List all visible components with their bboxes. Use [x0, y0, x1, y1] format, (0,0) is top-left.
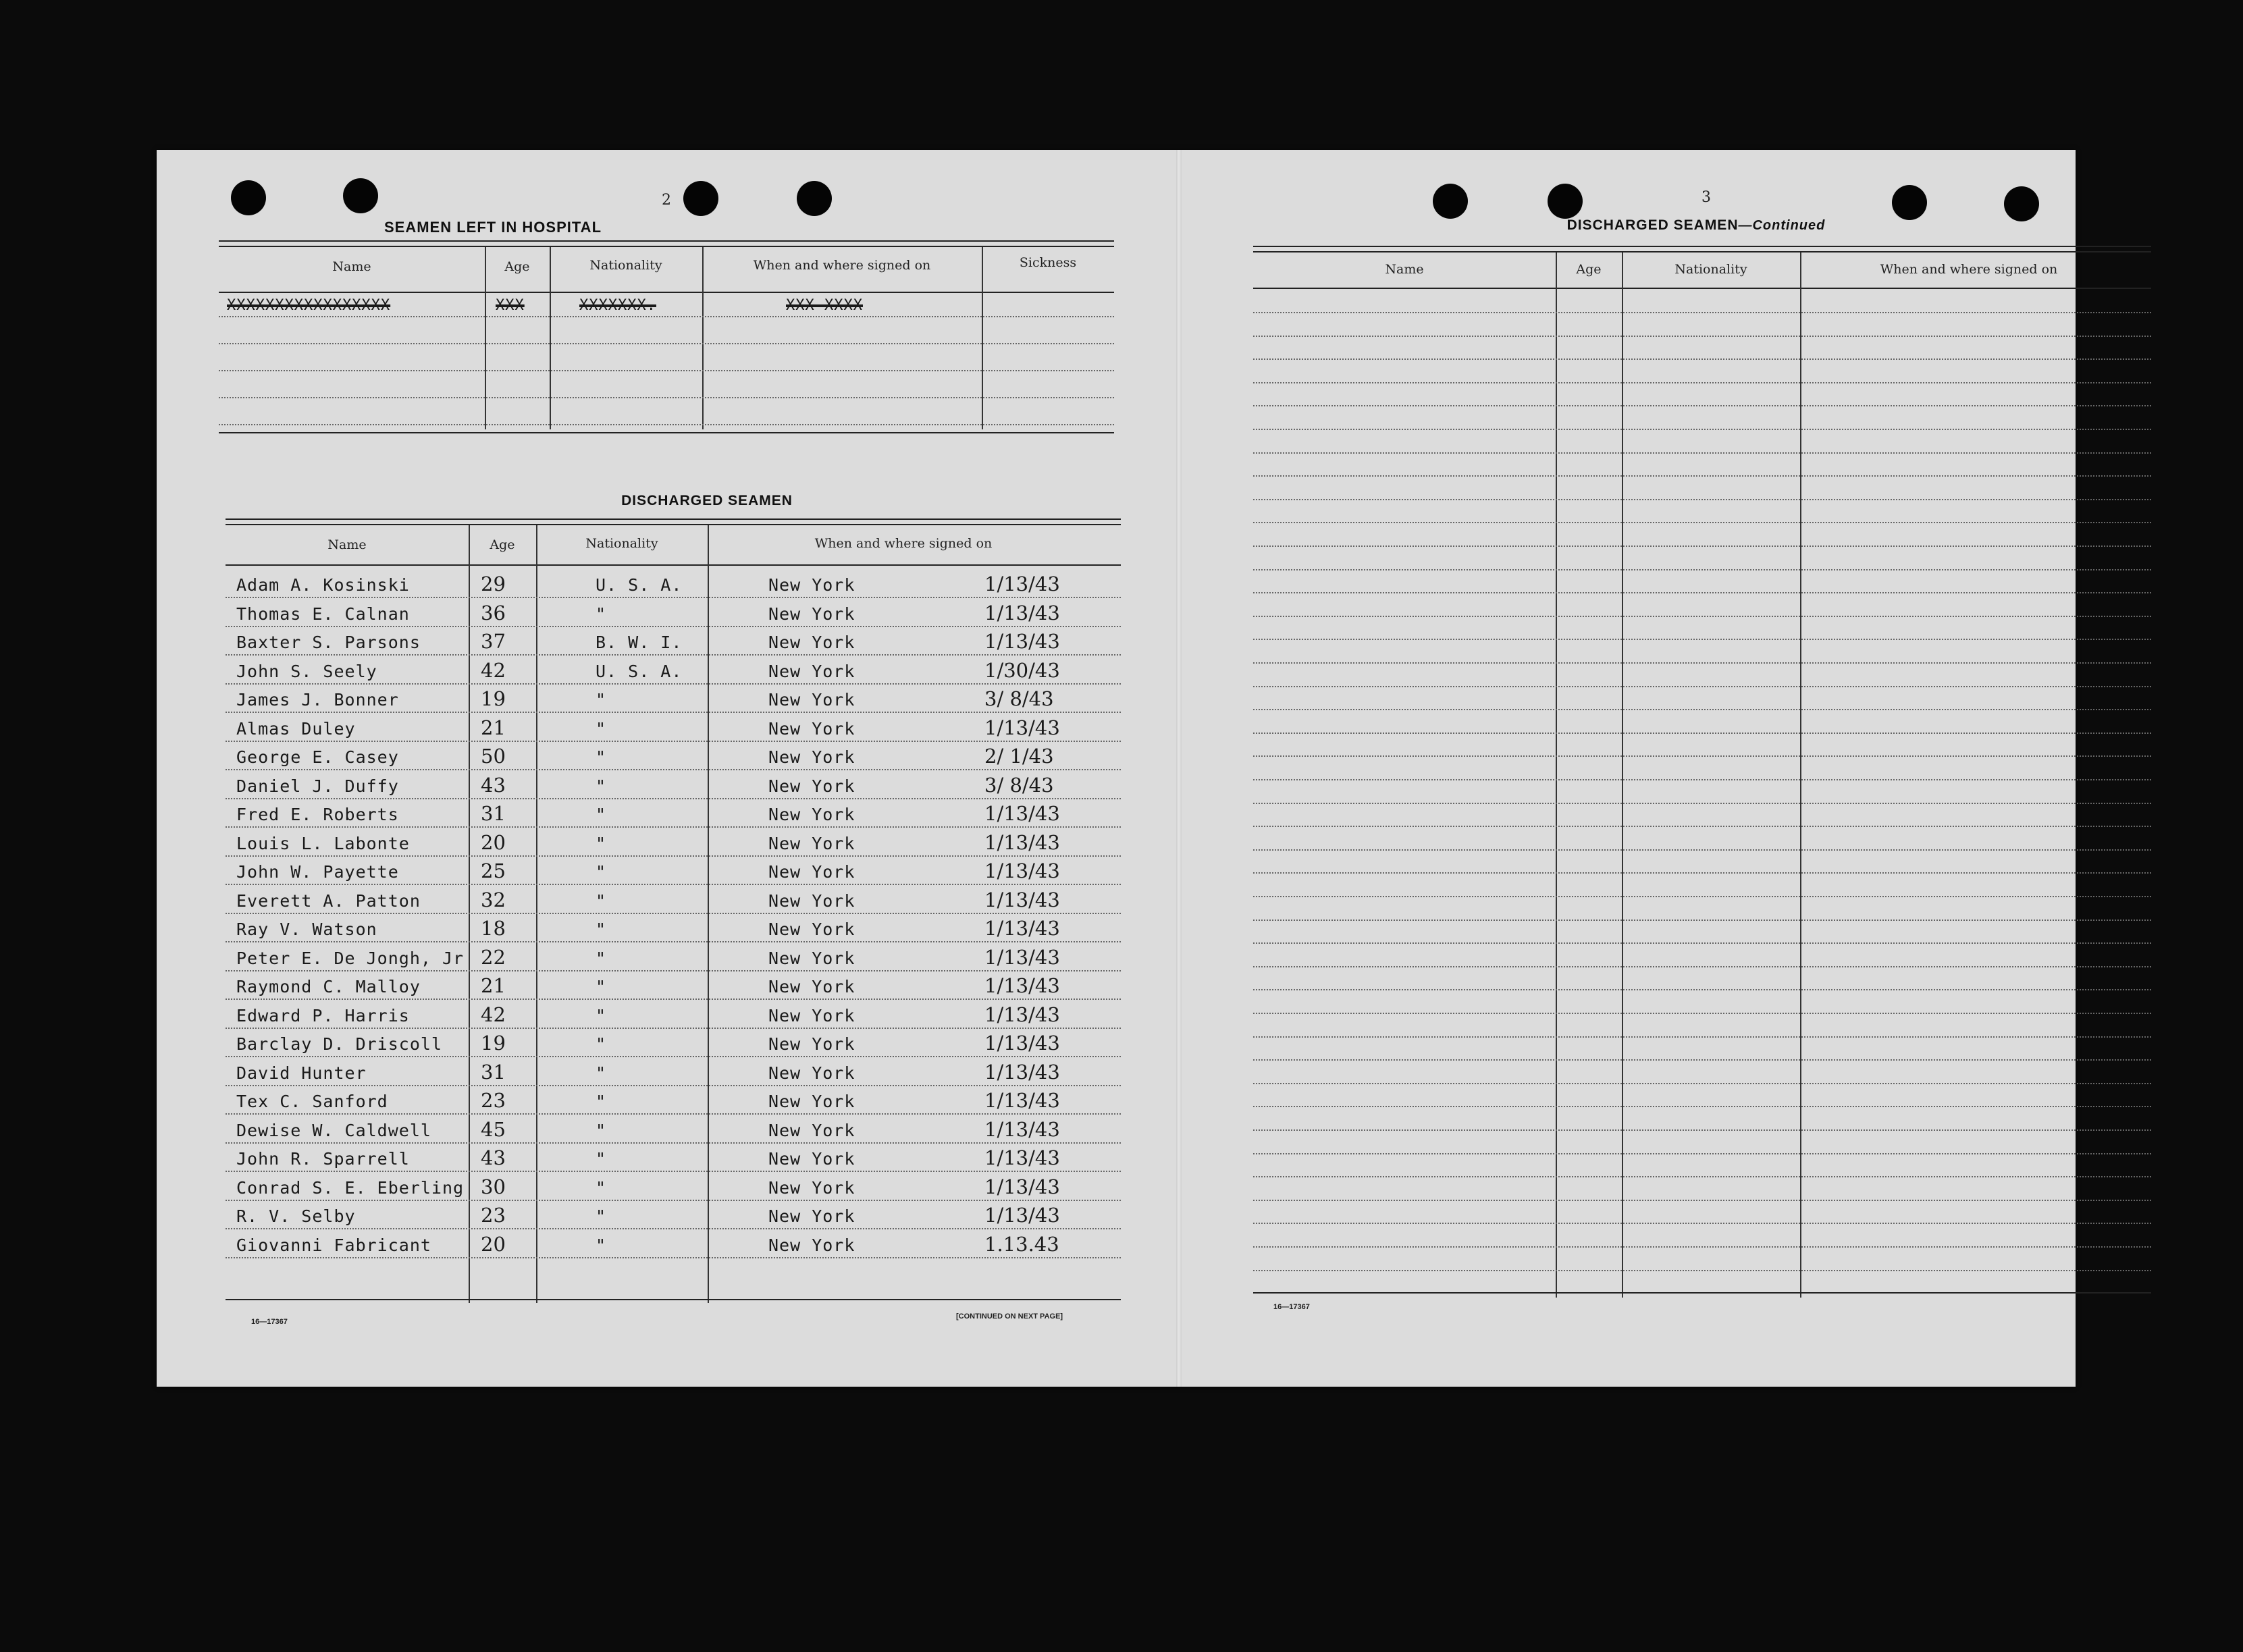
seaman-name: Everett A. Patton — [236, 890, 421, 911]
seaman-age: 25 — [481, 859, 506, 882]
blank-row-rule — [1253, 826, 2151, 827]
signed-on-place: New York — [768, 776, 855, 796]
signed-on-date: 3/ 8/43 — [984, 687, 1054, 710]
seaman-nationality: " — [596, 1120, 607, 1140]
blank-row-rule — [1253, 662, 2151, 664]
signed-on-date: 1/13/43 — [984, 601, 1060, 624]
blank-row-rule — [1253, 452, 2151, 454]
seaman-name: John R. Sparrell — [236, 1149, 410, 1169]
signed-on-place: New York — [768, 1235, 855, 1255]
blank-row-rule — [1253, 405, 2151, 406]
signed-on-date: 1/13/43 — [984, 945, 1060, 969]
seaman-name: Thomas E. Calnan — [236, 604, 410, 624]
punch-hole — [231, 180, 266, 215]
punch-hole — [683, 181, 718, 216]
hospital-name-cell: XXXXXXXXXXXXXXXXX — [227, 297, 391, 314]
right-col-age: Age — [1576, 262, 1602, 277]
right-title-main: DISCHARGED SEAMEN — [1566, 217, 1739, 233]
row-rule — [226, 1200, 1121, 1201]
row-rule — [226, 941, 1121, 942]
signed-on-place: New York — [768, 575, 855, 595]
col-header-signed-on: When and where signed on — [753, 258, 931, 273]
row-rule — [226, 626, 1121, 627]
signed-on-place: New York — [768, 1034, 855, 1054]
signed-on-date: 2/ 1/43 — [984, 745, 1054, 768]
seaman-age: 43 — [481, 1146, 506, 1169]
seaman-nationality: " — [596, 718, 607, 739]
discharged-table — [226, 518, 1121, 1305]
seaman-age: 23 — [481, 1089, 506, 1112]
seaman-nationality: " — [596, 690, 607, 710]
blank-row-rule — [1253, 429, 2151, 430]
blank-row-rule — [1253, 1059, 2151, 1061]
seaman-name: James J. Bonner — [236, 690, 399, 710]
right-discharged-table — [1253, 246, 2151, 1299]
seaman-name: Giovanni Fabricant — [236, 1235, 431, 1255]
seaman-nationality: " — [596, 747, 607, 767]
seaman-name: George E. Casey — [236, 747, 399, 767]
blank-row-rule — [1253, 872, 2151, 874]
right-col-name: Name — [1385, 262, 1424, 277]
blank-row-rule — [1253, 1200, 2151, 1201]
hospital-signed-cell: XXX XXXX — [786, 297, 863, 314]
seaman-nationality: " — [596, 890, 607, 911]
seaman-name: John W. Payette — [236, 862, 399, 882]
seaman-name: Edward P. Harris — [236, 1005, 410, 1025]
blank-row-rule — [1253, 686, 2151, 687]
blank-row-rule — [1253, 382, 2151, 383]
seaman-age: 37 — [481, 630, 506, 653]
blank-row-rule — [1253, 336, 2151, 337]
blank-row-rule — [1253, 849, 2151, 851]
blank-row-rule — [1253, 1176, 2151, 1177]
signed-on-date: 1/13/43 — [984, 572, 1060, 595]
signed-on-date: 1/13/43 — [984, 1175, 1060, 1198]
row-rule — [226, 769, 1121, 770]
row-rule — [226, 741, 1121, 742]
signed-on-place: New York — [768, 805, 855, 824]
blank-row-rule — [1253, 312, 2151, 313]
seaman-age: 29 — [481, 572, 506, 595]
seaman-age: 31 — [481, 1060, 506, 1084]
blank-row-rule — [1253, 1246, 2151, 1248]
continued-note: [CONTINUED ON NEXT PAGE] — [956, 1312, 1063, 1321]
seaman-age: 20 — [481, 830, 506, 854]
right-col-nationality: Nationality — [1674, 262, 1747, 277]
row-rule — [226, 798, 1121, 799]
discharged-col-signed-on: When and where signed on — [814, 536, 993, 551]
signed-on-date: 1/13/43 — [984, 859, 1060, 882]
seaman-name: David Hunter — [236, 1063, 367, 1083]
discharged-section-title: DISCHARGED SEAMEN — [621, 493, 793, 508]
signed-on-date: 1/13/43 — [984, 1032, 1060, 1055]
seaman-nationality: " — [596, 833, 607, 853]
blank-row-rule — [1253, 616, 2151, 617]
seaman-name: Louis L. Labonte — [236, 833, 410, 853]
blank-row-rule — [1253, 966, 2151, 967]
signed-on-place: New York — [768, 1063, 855, 1083]
row-rule — [226, 1113, 1121, 1115]
col-header-sickness: Sickness — [1019, 255, 1077, 270]
punch-hole — [1433, 184, 1468, 219]
discharged-col-name: Name — [327, 537, 367, 552]
col-header-age: Age — [504, 259, 530, 274]
seaman-age: 42 — [481, 658, 506, 682]
seaman-age: 19 — [481, 1032, 506, 1055]
seaman-age: 23 — [481, 1204, 506, 1227]
row-rule — [226, 1056, 1121, 1057]
seaman-nationality: " — [596, 805, 607, 824]
discharged-col-age: Age — [490, 537, 515, 552]
signed-on-date: 1/13/43 — [984, 1003, 1060, 1026]
discharged-col-nationality: Nationality — [585, 536, 658, 551]
blank-row-rule — [1253, 709, 2151, 710]
seaman-name: Tex C. Sanford — [236, 1092, 388, 1111]
signed-on-date: 1/13/43 — [984, 1089, 1060, 1112]
col-header-nationality: Nationality — [589, 258, 662, 273]
row-rule — [226, 998, 1121, 1000]
right-section-title — [1548, 217, 1845, 234]
seaman-name: Dewise W. Caldwell — [236, 1120, 431, 1140]
blank-row-rule — [1253, 920, 2151, 921]
blank-row-rule — [1253, 989, 2151, 990]
signed-on-date: 1.13.43 — [984, 1232, 1059, 1256]
seaman-name: Barclay D. Driscoll — [236, 1034, 442, 1054]
signed-on-place: New York — [768, 1092, 855, 1111]
signed-on-place: New York — [768, 1120, 855, 1140]
seaman-nationality: U. S. A. — [596, 661, 683, 681]
hospital-age-cell: XXX — [496, 297, 525, 314]
seaman-nationality: " — [596, 1149, 607, 1169]
blank-row-rule — [1253, 942, 2151, 944]
seaman-name: Raymond C. Malloy — [236, 977, 421, 996]
signed-on-place: New York — [768, 661, 855, 681]
row-rule — [226, 1228, 1121, 1229]
punch-hole — [2004, 186, 2039, 221]
seaman-name: Ray V. Watson — [236, 920, 377, 939]
blank-row-rule — [1253, 896, 2151, 897]
row-rule — [226, 683, 1121, 685]
punch-hole — [797, 181, 832, 216]
signed-on-place: New York — [768, 890, 855, 911]
blank-row-rule — [1253, 522, 2151, 523]
form-number-right: 16—17367 — [1273, 1303, 1310, 1311]
row-rule — [226, 597, 1121, 598]
signed-on-date: 1/13/43 — [984, 630, 1060, 653]
seaman-nationality: " — [596, 1005, 607, 1025]
blank-row-rule — [1253, 1270, 2151, 1271]
signed-on-place: New York — [768, 718, 855, 739]
blank-row-rule — [1253, 1153, 2151, 1154]
blank-row-rule — [1253, 569, 2151, 570]
signed-on-date: 1/13/43 — [984, 917, 1060, 940]
seaman-nationality: " — [596, 1063, 607, 1083]
row-rule — [226, 1257, 1121, 1258]
row-rule — [226, 1171, 1121, 1172]
seaman-name: Daniel J. Duffy — [236, 776, 399, 796]
page-fold — [1176, 150, 1182, 1387]
signed-on-place: New York — [768, 833, 855, 853]
blank-row-rule — [1253, 803, 2151, 804]
blank-row-rule — [1253, 1036, 2151, 1038]
blank-row-rule — [1253, 592, 2151, 593]
seaman-age: 19 — [481, 687, 506, 710]
document-sheet — [157, 150, 2076, 1387]
seaman-name: Baxter S. Parsons — [236, 633, 421, 652]
signed-on-date: 1/13/43 — [984, 802, 1060, 825]
page-number-left: 2 — [662, 192, 671, 209]
blank-row-rule — [1253, 779, 2151, 780]
row-rule — [226, 884, 1121, 885]
hospital-table — [219, 240, 1114, 436]
right-title-suffix: —Continued — [1738, 218, 1826, 233]
blank-row-rule — [1253, 1223, 2151, 1224]
blank-row-rule — [1253, 1083, 2151, 1084]
seaman-nationality: B. W. I. — [596, 633, 683, 652]
signed-on-place: New York — [768, 633, 855, 652]
signed-on-place: New York — [768, 920, 855, 939]
seaman-name: John S. Seely — [236, 661, 377, 681]
row-rule — [226, 970, 1121, 971]
seaman-nationality: " — [596, 862, 607, 882]
seaman-name: R. V. Selby — [236, 1206, 356, 1226]
seaman-age: 22 — [481, 945, 506, 969]
signed-on-place: New York — [768, 604, 855, 624]
row-rule — [226, 855, 1121, 857]
row-rule — [226, 913, 1121, 914]
seaman-age: 31 — [481, 802, 506, 825]
signed-on-place: New York — [768, 862, 855, 882]
seaman-age: 20 — [481, 1232, 506, 1256]
row-rule — [226, 826, 1121, 828]
signed-on-date: 1/13/43 — [984, 974, 1060, 997]
seaman-age: 21 — [481, 974, 506, 997]
seaman-name: Conrad S. E. Eberling — [236, 1177, 465, 1198]
signed-on-date: 1/13/43 — [984, 1146, 1060, 1169]
signed-on-place: New York — [768, 1005, 855, 1025]
punch-hole — [343, 178, 378, 213]
seaman-nationality: " — [596, 604, 607, 624]
blank-row-rule — [1253, 475, 2151, 477]
blank-row-rule — [1253, 639, 2151, 640]
seaman-age: 50 — [481, 745, 506, 768]
row-rule — [226, 654, 1121, 656]
seaman-name: Fred E. Roberts — [236, 805, 399, 824]
seaman-nationality: " — [596, 776, 607, 796]
signed-on-place: New York — [768, 1149, 855, 1169]
row-rule — [226, 1028, 1121, 1029]
seaman-age: 18 — [481, 917, 506, 940]
signed-on-place: New York — [768, 948, 855, 968]
signed-on-date: 1/13/43 — [984, 888, 1060, 911]
blank-row-rule — [1253, 1013, 2151, 1014]
row-rule — [226, 1085, 1121, 1086]
signed-on-date: 1/13/43 — [984, 1204, 1060, 1227]
blank-row-rule — [1253, 358, 2151, 360]
signed-on-date: 1/13/43 — [984, 830, 1060, 854]
signed-on-date: 1/30/43 — [984, 658, 1060, 682]
col-header-name: Name — [332, 259, 371, 274]
right-col-signed-on: When and where signed on — [1880, 262, 2058, 277]
blank-row-rule — [1253, 1129, 2151, 1131]
signed-on-place: New York — [768, 977, 855, 996]
seaman-nationality: " — [596, 977, 607, 996]
seaman-age: 45 — [481, 1117, 506, 1141]
signed-on-date: 3/ 8/43 — [984, 773, 1054, 797]
seaman-nationality: " — [596, 1206, 607, 1226]
signed-on-place: New York — [768, 1206, 855, 1226]
hospital-nationality-cell: XXXXXXX. — [579, 297, 656, 314]
seaman-age: 36 — [481, 601, 506, 624]
seaman-nationality: " — [596, 920, 607, 939]
seaman-nationality: " — [596, 948, 607, 968]
hospital-section-title: SEAMEN LEFT IN HOSPITAL — [384, 219, 602, 236]
blank-row-rule — [1253, 545, 2151, 547]
blank-row-rule — [1253, 755, 2151, 757]
signed-on-place: New York — [768, 690, 855, 710]
form-number-left: 16—17367 — [251, 1318, 288, 1326]
row-rule — [226, 1142, 1121, 1144]
seaman-name: Adam A. Kosinski — [236, 575, 410, 595]
punch-hole — [1548, 184, 1583, 219]
seaman-age: 30 — [481, 1175, 506, 1198]
signed-on-date: 1/13/43 — [984, 1117, 1060, 1141]
signed-on-place: New York — [768, 1177, 855, 1198]
seaman-nationality: " — [596, 1092, 607, 1111]
seaman-name: Almas Duley — [236, 718, 356, 739]
seaman-age: 42 — [481, 1003, 506, 1026]
row-rule — [226, 712, 1121, 713]
signed-on-date: 1/13/43 — [984, 1060, 1060, 1084]
seaman-name: Peter E. De Jongh, Jr — [236, 948, 465, 968]
signed-on-date: 1/13/43 — [984, 716, 1060, 739]
seaman-nationality: " — [596, 1177, 607, 1198]
seaman-age: 21 — [481, 716, 506, 739]
seaman-age: 32 — [481, 888, 506, 911]
page-number-right: 3 — [1701, 189, 1711, 206]
punch-hole — [1892, 185, 1927, 220]
blank-row-rule — [1253, 732, 2151, 734]
signed-on-place: New York — [768, 747, 855, 767]
seaman-nationality: U. S. A. — [596, 575, 683, 595]
seaman-nationality: " — [596, 1235, 607, 1255]
blank-row-rule — [1253, 1106, 2151, 1107]
seaman-age: 43 — [481, 773, 506, 797]
seaman-nationality: " — [596, 1034, 607, 1054]
blank-row-rule — [1253, 499, 2151, 500]
